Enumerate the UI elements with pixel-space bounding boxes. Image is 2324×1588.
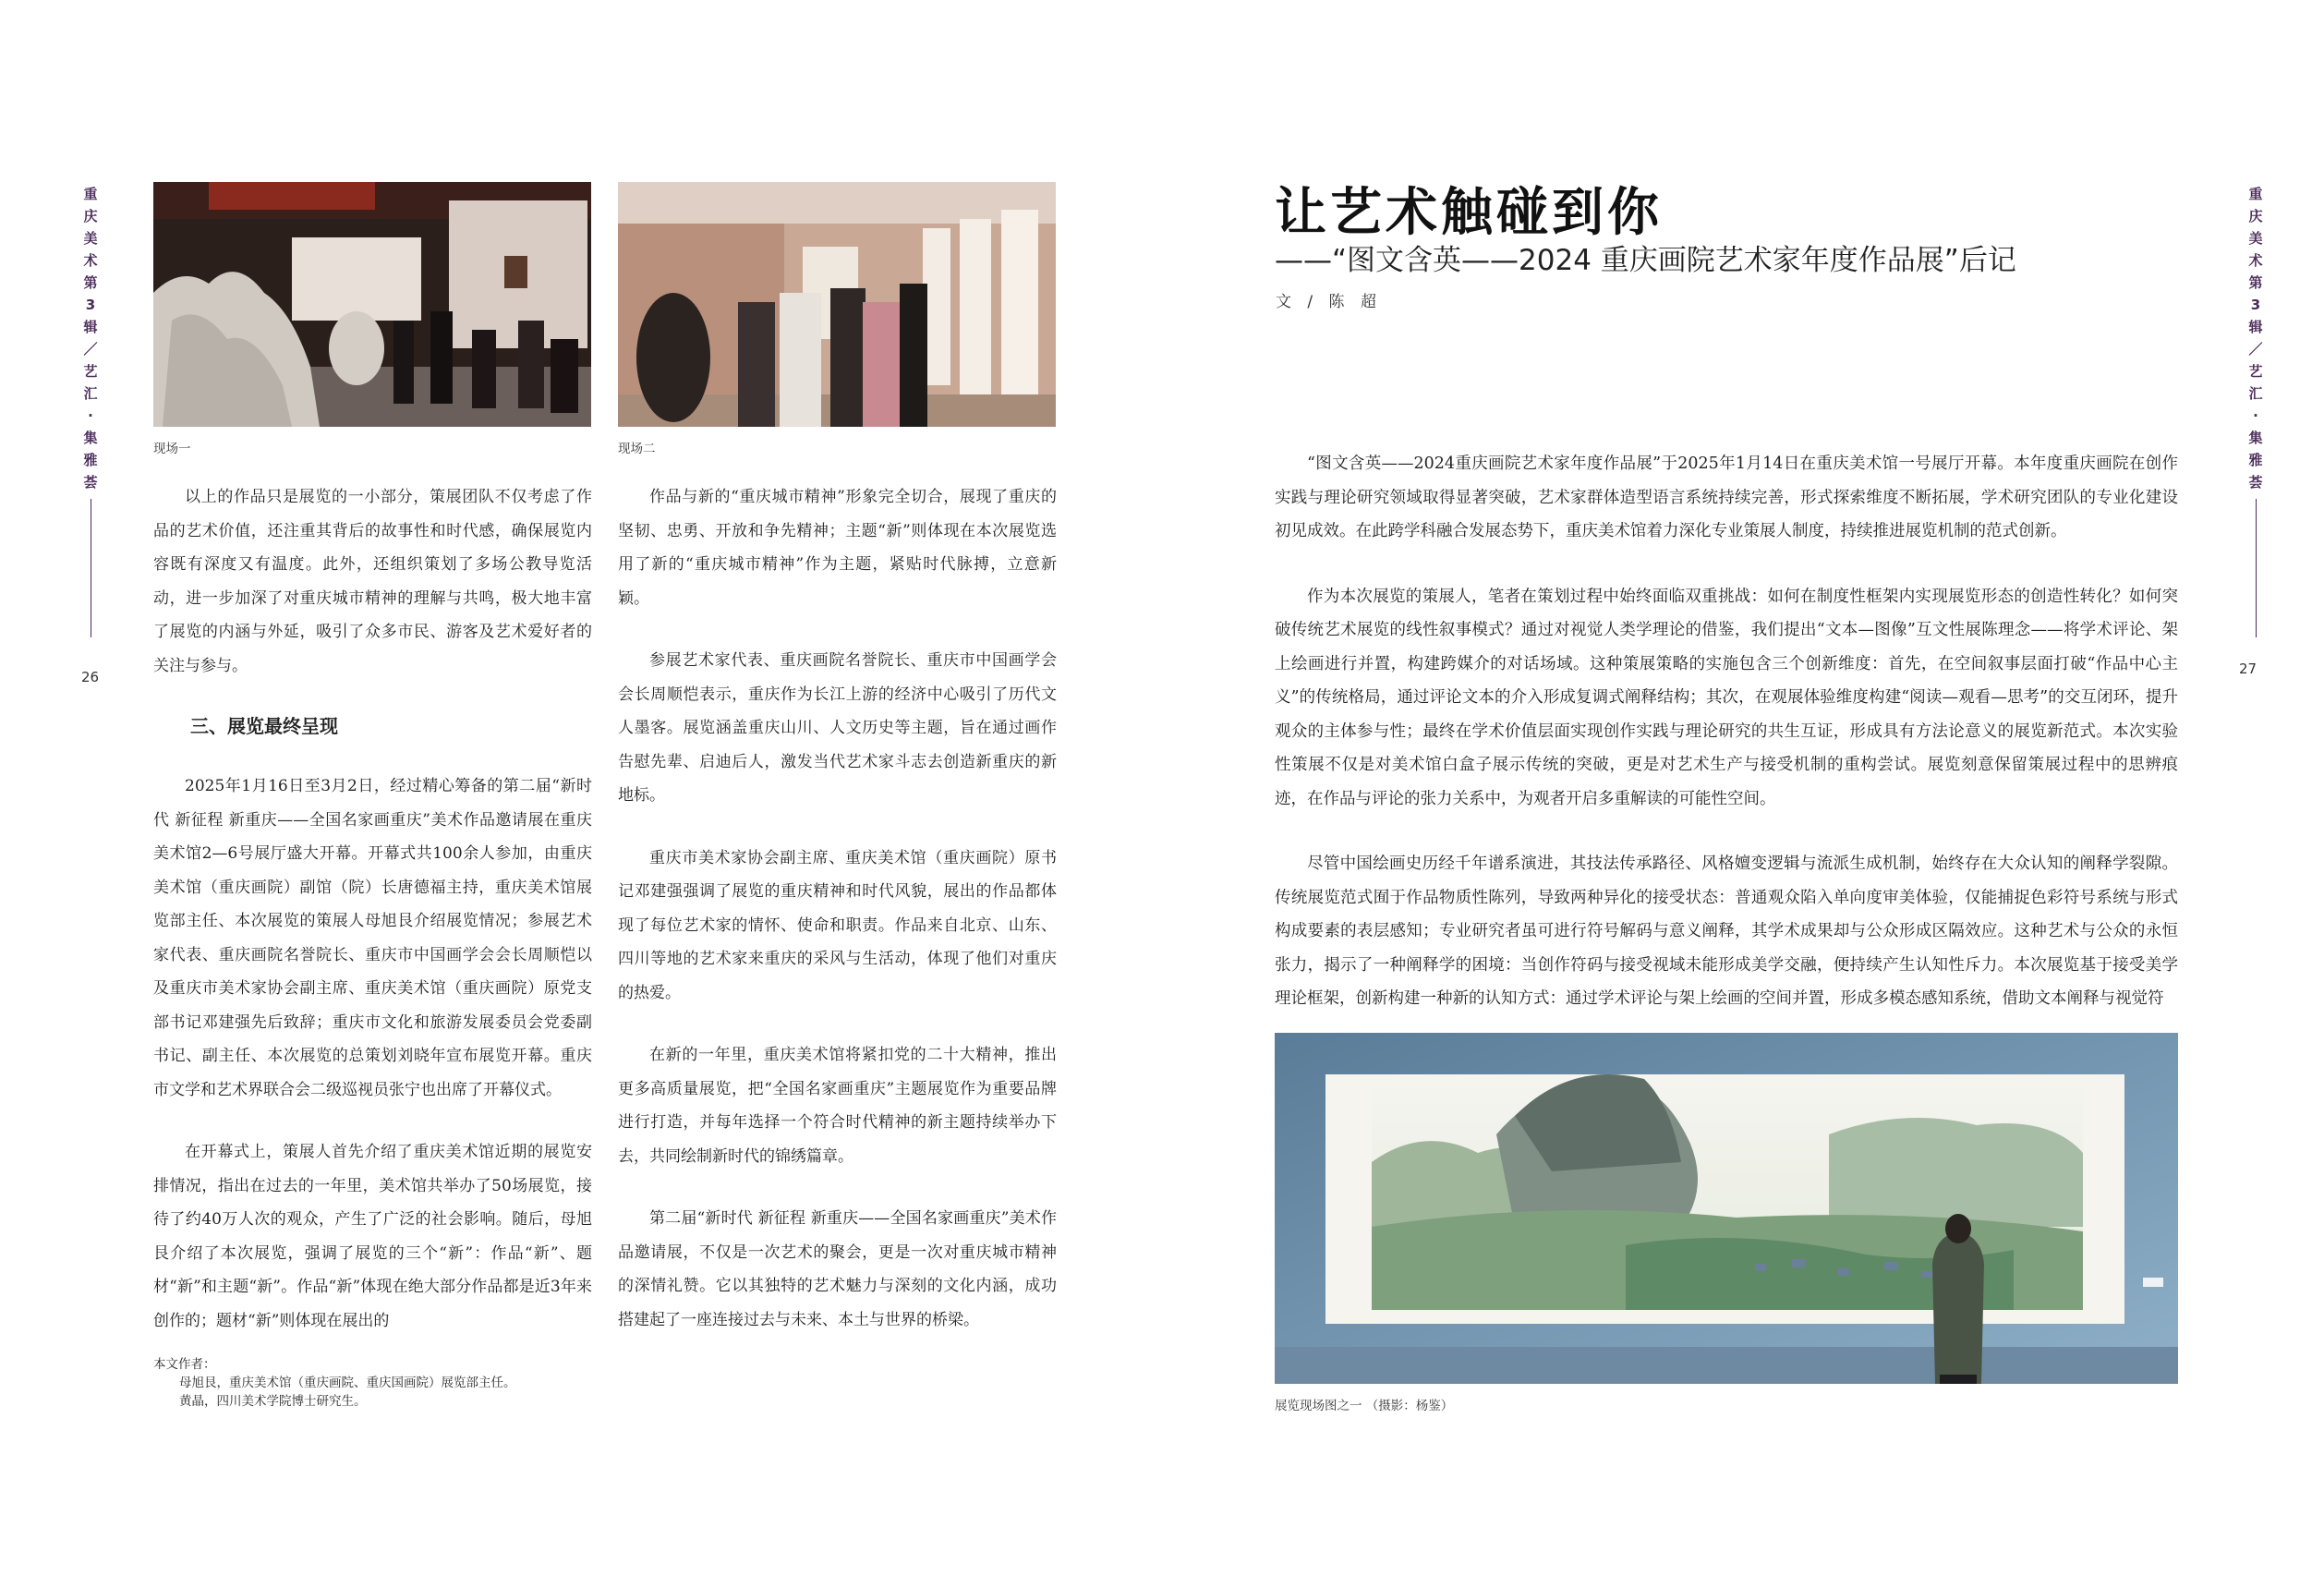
spine-char: 雅	[83, 452, 98, 468]
paragraph: 作为本次展览的策展人，笔者在策划过程中始终面临双重挑战：如何在制度性框架内实现展览形态的创造性转化？如何突破传统艺术展览的线性叙事模式？通过对视觉人类学理论的借鉴，我们提出“文本—图像”互文性展陈理念——将学术评论、架上绘画进行并置，构建跨媒介的对话场域。这种策展策略的实施包含三个创新维度：首先，在空间叙事层面打破“作品中心主义”的传统格局，通过评论文本的介入形成复调式阐释结构；其次，在观展体验维度构建“阅读—观看—思考”的交互闭环，提升观众的主体参与性；最终在学术价值层面实现创作实践与理论研究的共生互证，形成具有方法论意义的展览新范式。本次实验性策展不仅是对美术馆白盒子展示传统的突破，更是对艺术生产与接受机制的重构尝试。展览刻意保留策展过程中的思辨痕迹，在作品与评论的张力关系中，为观者开启多重解读的可能性空间。	[1275, 587, 2178, 808]
spine-char: 庆	[2248, 208, 2263, 224]
spine-char: 艺	[83, 363, 98, 380]
right-column	[1275, 447, 2178, 1048]
spine-char: 第	[83, 274, 98, 291]
exhibit-image	[1275, 1033, 2178, 1384]
article-subtitle: ——“图文含英——2024 重庆画院艺术家年度作品展”后记	[1275, 244, 2016, 277]
section-heading: 三、展览最终呈现	[190, 715, 338, 737]
spine-char: 艺	[2248, 363, 2263, 380]
paragraph: “图文含英——2024重庆画院艺术家年度作品展”于2025年1月14日在重庆美术馆一号展厅开幕。本年度重庆画院在创作实践与理论研究领域取得显著突破，艺术家群体造型语言系统持续完善，形式探索维度不断拓展，学术研究团队的专业化建设初见成效。在此跨学科融合发展态势下，重庆美术馆着力深化专业策展人制度，持续推进展览机制的范式创新。	[1275, 455, 2178, 540]
paragraph: 2025年1月16日至3月2日，经过精心筹备的第二届“新时代 新征程 新重庆——全国名家画重庆”美术作品邀请展在重庆美术馆2—6号展厅盛大开幕。开幕式共100余人参加，由重庆美术馆（重庆画院）副馆（院）长唐德福主持，重庆美术馆展览部主任、本次展览的策展人母旭艮介绍展览情况；参展艺术家代表、重庆画院名誉院长、重庆市中国画学会会长周顺恺以及重庆市美术家协会副主席、重庆美术馆（重庆画院）原党支部书记邓建强先后致辞；重庆市文化和旅游发展委员会党委副书记、副主任、本次展览的总策划刘晓年宣布展览开幕。重庆市文学和艺术界联合会二级巡视员张宁也出席了开幕仪式。	[153, 777, 592, 1099]
spine-char: 术	[83, 252, 98, 269]
spine-char: 辑	[2248, 319, 2263, 335]
spine-char: 荟	[2248, 474, 2263, 491]
left-spine	[77, 183, 104, 637]
scene-two-image	[618, 182, 1056, 427]
exhibit-photo	[1275, 1033, 2178, 1384]
spine-char: 汇	[2248, 385, 2263, 402]
scene-one-image	[153, 182, 591, 427]
left-column-one	[153, 480, 592, 1366]
spine-char: 第	[2248, 274, 2263, 291]
spine-char: 术	[2248, 252, 2263, 269]
spine-char: 集	[2248, 430, 2263, 446]
spine-char: 3	[85, 297, 96, 313]
spine-char: ／	[83, 341, 98, 358]
spine-char: ／	[2248, 341, 2263, 358]
spine-char: 重	[83, 186, 98, 202]
paragraph: 在开幕式上，策展人首先介绍了重庆美术馆近期的展览安排情况，指出在过去的一年里，美术馆共举办了50场展览，接待了约40万人次的观众，产生了广泛的社会影响。随后，母旭艮介绍了本次展览，强调了展览的三个“新”：作品“新”、题材“新”和主题“新”。作品“新”体现在绝大部分作品都是近3年来创作的；题材“新”则体现在展出的	[153, 1143, 592, 1330]
paragraph: 以上的作品只是展览的一小部分，策展团队不仅考虑了作品的艺术价值，还注重其背后的故事性和时代感，确保展览内容既有深度又有温度。此外，还组织策划了多场公教导览活动，进一步加深了对重庆城市精神的理解与共鸣，极大地丰富了展览的内涵与外延，吸引了众多市民、游客及艺术爱好者的关注与参与。	[153, 488, 592, 675]
exhibit-caption: 展览现场图之一 （摄影：杨鉴）	[1275, 1399, 1454, 1413]
page-number-right: 27	[2239, 661, 2257, 677]
spine-char: 美	[83, 230, 98, 247]
spine-char: 集	[83, 430, 98, 446]
spine-char: 庆	[83, 208, 98, 224]
spine-char: 荟	[83, 474, 98, 491]
paragraph: 尽管中国绘画史历经千年谱系演进，其技法传承路径、风格嬗变逻辑与流派生成机制，始终存在大众认知的阐释学裂隙。传统展览范式囿于作品物质性陈列，导致两种异化的接受状态：普通观众陷入单向度审美体验，仅能捕捉色彩符号系统与形式构成要素的表层感知；专业研究者虽可进行符号解码与意义阐释，其学术成果却与公众形成区隔效应。这种艺术与公众的永恒张力，揭示了一种阐释学的困境：当创作符码与接受视域未能形成美学交融，便持续产生认知性斥力。本次展览基于接受美学理论框架，创新构建一种新的认知方式：通过学术评论与架上绘画的空间并置，形成多模态感知系统，借助文本阐释与视觉符	[1275, 855, 2178, 1008]
spine-char: 重	[2248, 186, 2263, 202]
author-note-line: 母旭艮，重庆美术馆（重庆画院、重庆国画院）展览部主任。	[179, 1376, 516, 1390]
paragraph: 第二届“新时代 新征程 新重庆——全国名家画重庆”美术作品邀请展，不仅是一次艺术的聚会，更是一次对重庆城市精神的深情礼赞。它以其独特的艺术魅力与深刻的文化内涵，成功搭建起了一座连接过去与未来、本土与世界的桥梁。	[618, 1209, 1057, 1329]
author-note-line: 黄晶，四川美术学院博士研究生。	[179, 1394, 367, 1409]
author-note	[153, 1355, 516, 1411]
author-note-label: 本文作者：	[153, 1357, 216, 1372]
page-number-left: 26	[81, 669, 100, 685]
paragraph: 在新的一年里，重庆美术馆将紧扣党的二十大精神，推出更多高质量展览，把“全国名家画重庆”主题展览作为重要品牌进行打造，并每年选择一个符合时代精神的新主题持续举办下去，共同绘制新时代的锦绣篇章。	[618, 1046, 1057, 1166]
scene-one-caption: 现场一	[153, 442, 191, 456]
article-byline: 文 / 陈 超	[1276, 293, 1382, 311]
article-title: 让艺术触碰到你	[1275, 182, 1663, 243]
right-spine	[2242, 183, 2270, 637]
scene-two-caption: 现场二	[618, 442, 656, 456]
spine-rule	[2256, 499, 2257, 637]
paragraph: 重庆市美术家协会副主席、重庆美术馆（重庆画院）原书记邓建强强调了展览的重庆精神和时代风貌，展出的作品都体现了每位艺术家的情怀、使命和职责。作品来自北京、山东、四川等地的艺术家来重庆的采风与生活动，体现了他们对重庆的热爱。	[618, 848, 1057, 1002]
paragraph: 作品与新的“重庆城市精神”形象完全切合，展现了重庆的坚韧、忠勇、开放和争先精神；主题“新”则体现在本次展览选用了新的“重庆城市精神”作为主题，紧贴时代脉搏，立意新颖。	[618, 488, 1057, 608]
spine-char: 3	[2250, 297, 2261, 313]
scene-two-photo	[618, 182, 1056, 427]
spine-char: 汇	[83, 385, 98, 402]
paragraph: 参展艺术家代表、重庆画院名誉院长、重庆市中国画学会会长周顺恺表示，重庆作为长江上游的经济中心吸引了历代文人墨客。展览涵盖重庆山川、人文历史等主题，旨在通过画作告慰先辈、启迪后人，激发当代艺术家斗志去创造新重庆的新地标。	[618, 651, 1057, 805]
spine-char: ·	[88, 407, 93, 424]
scene-one-photo	[153, 182, 591, 427]
spine-char: ·	[2253, 407, 2258, 424]
spine-char: 辑	[83, 319, 98, 335]
spine-char: 美	[2248, 230, 2263, 247]
spine-char: 雅	[2248, 452, 2263, 468]
left-column-two	[618, 480, 1057, 1365]
